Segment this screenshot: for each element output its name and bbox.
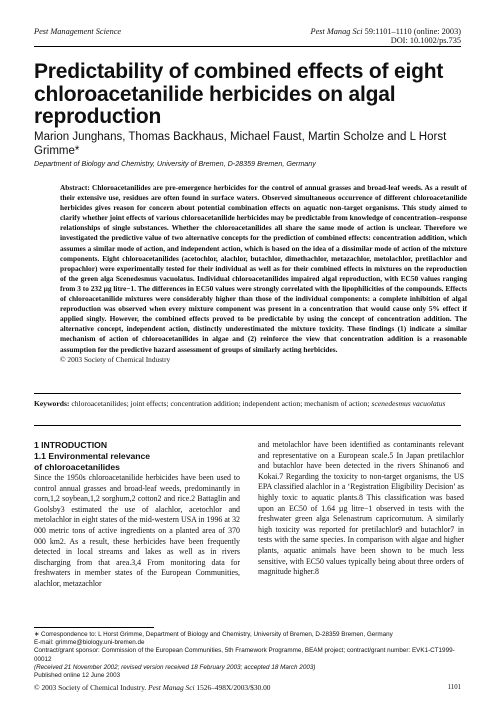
footer-issn: 1526–498X/2003/$30.00 [194, 683, 271, 692]
keywords [34, 399, 462, 409]
correspondence-note: ∗ Correspondence to: L Horst Grimme, Department of Biology and Chemistry, University of Bremen, D-28359 Bremen, Germany [34, 631, 393, 638]
sponsor-note: Contract/grant sponsor: Commission of the European Communities, 5th Framework Programme, BEAM project; contract/grant number: EVK1-CT1999-00012 [34, 647, 455, 663]
footnote-rule [34, 627, 154, 628]
footer-journal: Pest Manag Sci [148, 683, 195, 692]
volume-pages: 59:1101–1110 (online: 2003) [362, 27, 461, 36]
author-list: Marion Junghans, Thomas Backhaus, Michael Faust, Martin Scholze and L Horst Grimme* [34, 131, 447, 157]
footer-copyright-text: © 2003 Society of Chemical Industry. [34, 683, 149, 692]
intro-paragraph-right: and metolachlor have been identified as contaminants relevant and representative on a European scale.5 In Japan pretilachlor and butachlor have been detected in the rivers Shinano6 and Kokai.7 Regarding the toxicity to non-target organisms, the US EPA classified alachlor in a ‘Registration Eligibility Decision’ as highly toxic to aquatic plants.8 This classification was based upon an EC50 of 1.64 µg litre−1 observed in tests with the freshwater green alga Selenastrum capricornutum. A similarly high toxicity was reported for pretilachlor9 and butachlor7 in tests with the same species. In comparison with algae and higher plants, aquatic animals have been shown to be much less sensitive, with EC50 values typically being about three orders of magnitude higher.8 [258, 440, 464, 577]
journal-name: Pest Management Science [34, 27, 122, 36]
keywords-rule-bottom [34, 425, 461, 426]
subsection-heading-line1: 1.1 Environmental relevance [34, 451, 151, 461]
abstract-text: Abstract: Chloroacetanilides are pre-emergence herbicides for the control of annual grasses and broad-leaf weeds. As a result of their extensive use, residues are often found in surface waters. Observed simultaneous occurrence of different chloroacetanilide herbicides gives reason for concern about potential combination effects on aquatic non-target organisms. This study aimed to clarify whether joint effects of various chloroacetanilide herbicides may be predictable from knowledge of concentration–response relationships of single substances. Whether the chloroacetanilides all share the same mode of action is unclear. Therefore we investigated the predictive value of two alternative concepts for the prediction of combined effects: concentration addition, which assumes a similar mode of action, and independent action, which is based on the idea of a dissimilar mode of action of the mixture components. Eight chloroacetanilides (acetochlor, alachlor, butachlor, dimethachlor, metazachlor, metolachlor, pretilachlor and propachlor) were experimentally tested for their individual as well as for their combined effects in mixtures on the reproduction of the green alga Scenedesmus vacuolatus. Individual chloroacetanilides impaired algal reproduction, with EC50 values ranging from 3 to 232 µg litre−1. The differences in EC50 values were strongly correlated with the lipophilicities of the compounds. Effects of chloroacetanilide mixtures were considerably higher than those of the individual components: a complete inhibition of algal reproduction was observed when every mixture component was present in a concentration that would cause only 5% effect if applied singly. However, the combined effects proved to be predictable by using the concept of concentration addition. The alternative concept, independent action, distinctly underestimated the mixture toxicity. These findings (1) indicate a similar mechanism of action of chloroacetanilides in algae and (2) reinforce the view that concentration addition is a reasonable assumption for the predictive hazard assessment of groups of similarly acting herbicides. [60, 183, 467, 354]
received-note: (Received 21 November 2002; revised version received 18 February 2003; accepted 18 March 2003) [34, 663, 316, 671]
article-title: Predictability of combined effects of eight chloroacetanilide herbicides on algal reproduction [34, 60, 444, 128]
intro-paragraph-left: Since the 1950s chloroacetanilide herbicides have been used to control annual grasses and broad-leaf weeds, predominantly in corn,1,2 soybean,1,2 sorghum,2 cotton2 and rice.2 Battaglin and Goolsby3 estimated the use of alachlor, acetochlor and metolachlor in eight states of the mid-western USA in 1996 at 32 000 metric tons of active ingredients on a planted area of 370 000 km2. As a result, these herbicides have been frequently detected in local streams and lakes as well as in rivers discharging from that area.3,4 From monitoring data for freshwaters in member states of the European Communities, alachlor, metazachlor [34, 473, 240, 588]
body-column-right [258, 440, 464, 578]
keywords-rule-top [34, 393, 461, 394]
published-note: Published online 12 June 2003 [34, 672, 121, 680]
journal-reference [311, 27, 461, 45]
keywords-text: chloroacetanilides; joint effects; concentration addition; independent action; mechanism of action; [69, 399, 372, 408]
section-heading: 1 INTRODUCTION [34, 440, 108, 450]
keywords-species: scenedesmus vacuolatus [371, 399, 446, 408]
doi: DOI: 10.1002/ps.735 [390, 36, 461, 45]
page-footer-copyright [34, 683, 271, 692]
subsection-heading-line2: of chloroacetanilides [34, 462, 120, 472]
header-rule [34, 46, 461, 47]
body-column-left [34, 440, 240, 590]
page-number: 1101 [447, 684, 461, 691]
abstract [60, 183, 467, 365]
keywords-label: Keywords: [34, 399, 70, 408]
email-note: E-mail: grimme@biology.uni-bremen.de [34, 639, 145, 647]
abstract-copyright: © 2003 Society of Chemical Industry [60, 354, 171, 364]
affiliation: Department of Biology and Chemistry, University of Bremen, D-28359 Bremen, Germany [34, 159, 316, 168]
journal-abbrev: Pest Manag Sci [310, 27, 363, 36]
footnotes [34, 631, 464, 680]
